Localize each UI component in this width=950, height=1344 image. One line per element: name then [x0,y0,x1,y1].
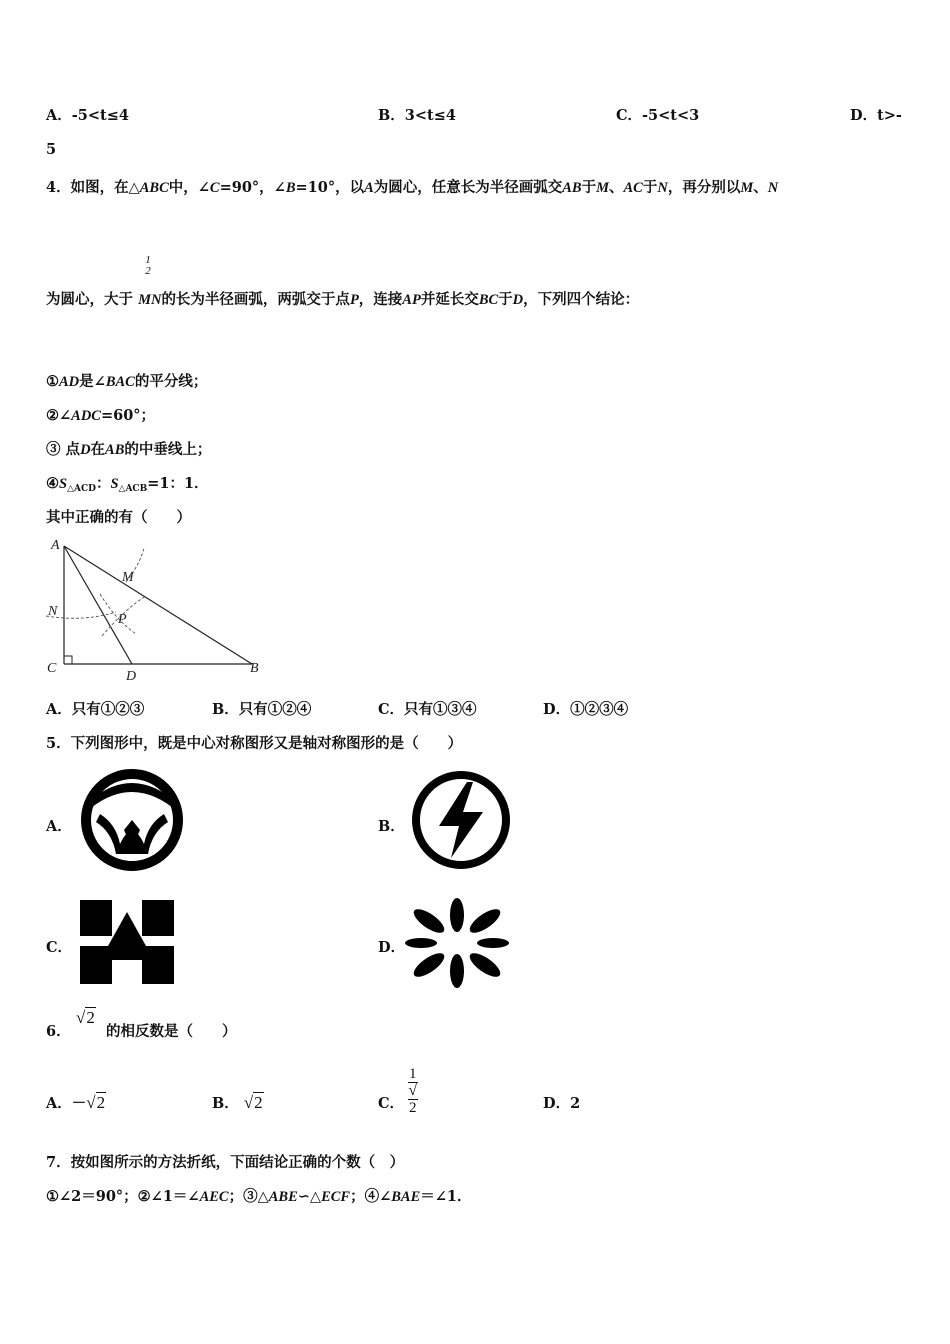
text-run: 为圆心，大于 [46,291,139,308]
q5-stem: 5．下列图形中，既是中心对称图形又是轴对称图形的是（ ） [46,735,463,752]
q5-figure-c-blocks [78,898,176,986]
text-run: ，再分别以 [667,179,741,196]
minus-sign: － [71,1095,87,1112]
text-run: 中，∠ [168,179,210,196]
q6-option-d: D．2 [543,1095,581,1112]
q7-conclusions [46,1185,472,1206]
q4-stem-text [71,179,779,196]
q6-sqrt-2: √2 [76,1008,95,1027]
q6-option-a [46,1092,106,1113]
q6-option-b [212,1092,264,1113]
q4-option-d: D．①②③④ [543,701,629,718]
text-run: ②∠ [46,407,72,424]
label-a: A [51,538,60,553]
q4-stem-line1 [46,176,778,197]
q5-figure-d-flower [405,898,509,988]
text-run: ③ 点 [46,441,81,458]
text-run: 于 [498,291,513,308]
option-b-label: B． [212,1095,239,1112]
q7-stem: 7．按如图所示的方法折纸，下面结论正确的个数（ ） [46,1154,405,1171]
text-run: ①∠2＝90°；②∠1＝∠ [46,1188,200,1205]
q6-number: 6． [46,1023,71,1040]
math-variable: BAC [105,374,135,390]
q3-option-d-continued: 5 [46,141,57,158]
text-run: ： [95,475,111,492]
text-run: =90°，∠ [219,179,286,196]
q4-conclusion-1 [46,370,207,391]
math-variable: BAE [391,1189,421,1205]
q3-option-a: A．-5<t≤4 [46,107,129,124]
math-variable: MN [138,292,162,308]
math-variable: M [740,180,754,196]
q4-half-fraction [141,255,155,277]
math-variable: S [59,476,68,492]
fraction-numerator: 1 [409,1066,417,1082]
text-run: 、 [753,179,768,196]
option-b-sqrt: √2 [243,1093,263,1112]
side-ab [64,546,252,664]
text-run: 的长为半径画弧，两弧交于点 [161,291,350,308]
text-run: 于 [642,179,658,196]
q5-figure-b-lightning-icon [405,760,517,880]
q5-label-d: D． [378,939,406,956]
q5-figure-a-logo [76,760,188,880]
math-variable: N [767,180,779,196]
q4-number: 4． [46,179,71,196]
math-variable: ABC [139,180,169,196]
q4-conclusion-3 [46,438,211,459]
math-variable: ABE [268,1189,298,1205]
right-angle-mark [64,656,72,664]
math-variable: D [80,442,91,458]
math-variable: AEC [199,1189,229,1205]
text-run: ；③△ [228,1188,269,1205]
label-n: N [48,604,58,619]
q4-option-a: A．只有①②③ [46,701,145,718]
math-variable: M [596,180,609,196]
option-a-sqrt: √2 [86,1093,106,1112]
q6-option-c-label: C． [378,1095,405,1112]
text-run: ④ [46,475,59,492]
text-run: ① [46,373,59,390]
q5-label-b: B． [378,818,405,835]
math-variable: A [364,180,374,196]
math-variable: D [512,292,524,308]
text-run: 的中垂线上； [124,441,212,458]
radicand: 2 [409,1100,417,1116]
math-variable: S [110,476,119,492]
math-variable: AB [105,442,125,458]
q4-triangle-figure [44,536,266,682]
math-variable: BC [478,292,499,308]
q4-prompt: 其中正确的有（ ） [46,509,191,526]
math-variable: ADC [71,408,101,424]
math-variable: AP [402,292,421,308]
math-subscript: △ACD [67,484,96,494]
label-c: C [47,661,57,676]
fraction-denominator: √ 2 [408,1082,418,1116]
text-run: 于 [581,179,597,196]
text-run: 并延长交 [420,291,479,308]
text-run: ，连接 [358,291,403,308]
math-variable: P [349,292,359,308]
math-variable: C [209,180,220,196]
radicand: 2 [86,1008,95,1027]
q3-option-b: B．3<t≤4 [378,107,456,124]
math-variable: AB [562,180,582,196]
text-run: ∽△ [297,1188,322,1205]
text-run: ；④∠ [350,1188,392,1205]
q3-option-d: D．t>- [850,107,902,124]
text-run: =1：1． [147,475,209,492]
text-run: 如图，在△ [70,179,140,196]
math-variable: AC [623,180,643,196]
q4-conclusion-2 [46,404,155,425]
option-a-label: A． [46,1095,72,1112]
q4-conclusion-4 [46,472,209,494]
text-run: 是∠ [79,373,106,390]
text-run: 为圆心，任意长为半径画弧交 [373,179,563,196]
math-variable: ECF [321,1189,351,1205]
half-denominator: 2 [145,265,151,277]
text-run: 的平分线； [134,373,208,390]
text-run: =10°，以 [295,179,365,196]
radicand: 2 [254,1093,263,1112]
q4-option-c: C．只有①③④ [378,701,477,718]
math-variable: B [285,180,296,196]
q4-stem-line2 [46,288,639,309]
math-subscript: △ACB [118,484,148,494]
q5-label-a: A． [46,818,72,835]
radicand: 2 [96,1093,106,1112]
q3-option-c: C．-5<t<3 [616,107,700,124]
q5-label-c: C． [46,939,73,956]
text-run: ，下列四个结论： [523,291,640,308]
text-run: =60°； [100,407,156,424]
q6-stem-rest: 的相反数是（ ） [106,1023,237,1040]
label-d: D [126,669,137,682]
text-run: 在 [90,441,106,458]
half-numerator: 1 [145,254,151,266]
line-ad [64,546,132,664]
label-p: P [118,612,127,627]
math-variable: AD [59,374,80,390]
text-run: ＝∠1． [420,1188,472,1205]
text-run: 、 [609,179,624,196]
label-b: B [250,661,259,676]
q6-option-c-fraction [408,1066,418,1116]
math-variable: N [657,180,668,196]
q4-option-b: B．只有①②④ [212,701,312,718]
label-m: M [122,570,134,585]
